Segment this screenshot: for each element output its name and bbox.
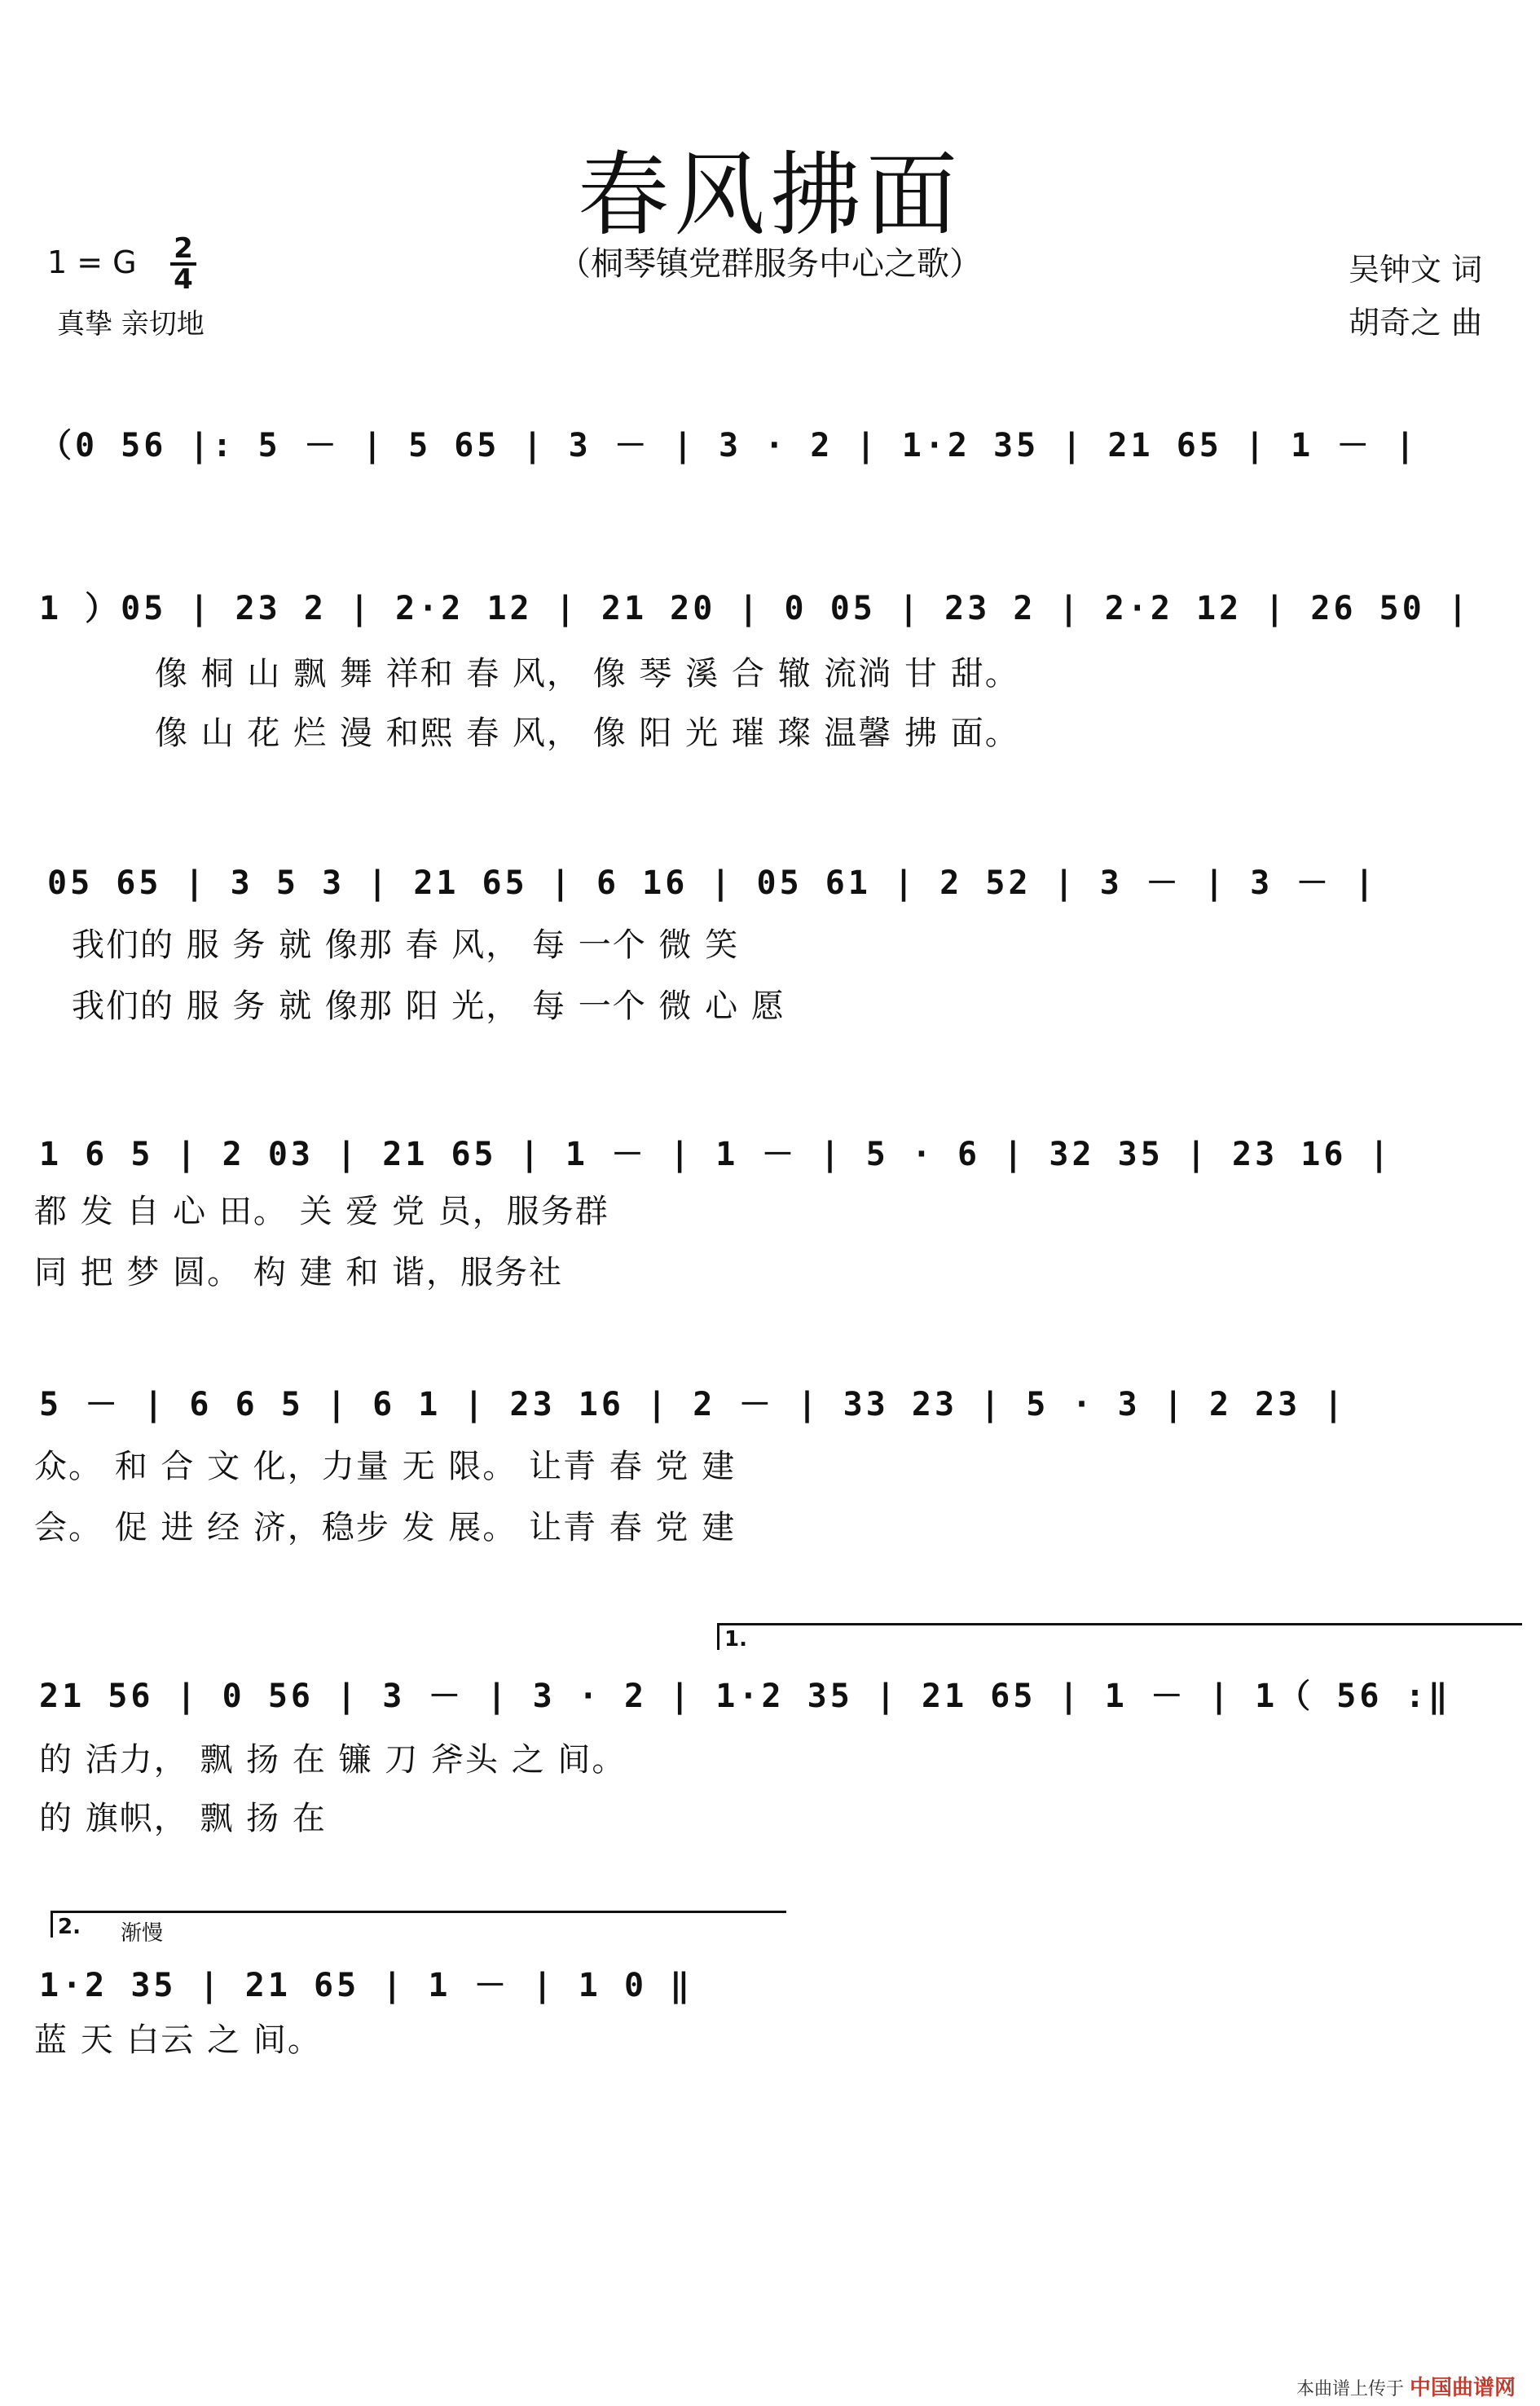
time-signature-bottom: 4 [174,263,193,296]
system-2-notes: 1 ）05 | 23 2 | 2·2 12 | 21 20 | 0 05 | 23 2 | 2·2 12 | 26 50 | [39,590,1472,627]
footer-site-brand: 曲谱网 [1451,2376,1516,2400]
tempo-change-marking: 渐慢 [121,1921,164,1946]
second-ending-label: 2. [58,1915,81,1939]
system-4-lyric-verse-1: 都 发 自 心 田。 关 爱 党 员，服务群 [34,1193,609,1230]
time-signature [167,232,200,296]
system-5-lyric-verse-1: 众。 和 合 文 化，力量 无 限。 让青 春 党 建 [34,1448,737,1485]
tempo-marking: 真挚 亲切地 [57,308,205,341]
first-ending-label: 1. [724,1627,747,1652]
time-signature-top: 2 [174,232,193,265]
system-2-lyric-verse-2: 像 山 花 烂 漫 和熙 春 风， 像 阳 光 璀 璨 温馨 拂 面。 [155,715,1019,752]
system-5-notes: 5 － | 6 6 5 | 6 1 | 23 16 | 2 － | 33 23 | 5 · 3 | 2 23 | [39,1386,1347,1423]
footer-site-cn: 中国 [1409,2376,1452,2400]
system-7-notes: 1·2 35 | 21 65 | 1 － | 1 0 ‖ [39,1967,693,2004]
system-3-notes: 05 65 | 3 5 3 | 21 65 | 6 16 | 05 61 | 2 52 | 3 － | 3 － | [47,864,1378,902]
system-4-lyric-verse-2: 同 把 梦 圆。 构 建 和 谐，服务社 [34,1254,564,1291]
system-3-lyric-verse-2: 我们的 服 务 就 像那 阳 光， 每 一个 微 心 愿 [72,987,785,1025]
system-4-notes: 1 6 5 | 2 03 | 21 65 | 1 － | 1 － | 5 · 6 | 32 35 | 23 16 | [39,1136,1393,1173]
first-ending-bracket [717,1623,1522,1650]
footer-watermark [1296,2371,1516,2401]
composer: 胡奇之 曲 [1349,305,1483,341]
song-title: 春风拂面 [578,143,962,249]
song-subtitle: （桐琴镇党群服务中心之歌） [558,245,982,283]
system-6-lyric-verse-2: 的 旗帜， 飘 扬 在 [39,1800,327,1837]
system-7-lyric: 蓝 天 白云 之 间。 [34,2021,322,2059]
system-1-notes: （0 56 |: 5 － | 5 65 | 3 － | 3 · 2 | 1·2 35 | 21 65 | 1 － | [39,427,1419,464]
system-5-lyric-verse-2: 会。 促 进 经 济，稳步 发 展。 让青 春 党 建 [34,1509,737,1546]
lyricist: 吴钟文 词 [1349,252,1483,288]
footer-prefix: 本曲谱上传于 [1296,2379,1404,2399]
system-6-lyric-verse-1: 的 活力， 飘 扬 在 镰 刀 斧头 之 间。 [39,1741,627,1779]
key-signature: 1 = G [47,244,137,280]
system-3-lyric-verse-1: 我们的 服 务 就 像那 春 风， 每 一个 微 笑 [72,926,740,964]
system-6-notes: 21 56 | 0 56 | 3 － | 3 · 2 | 1·2 35 | 21 65 | 1 － | 1（ 56 :‖ [39,1678,1451,1715]
system-2-lyric-verse-1: 像 桐 山 飘 舞 祥和 春 风， 像 琴 溪 合 辙 流淌 甘 甜。 [155,655,1019,693]
